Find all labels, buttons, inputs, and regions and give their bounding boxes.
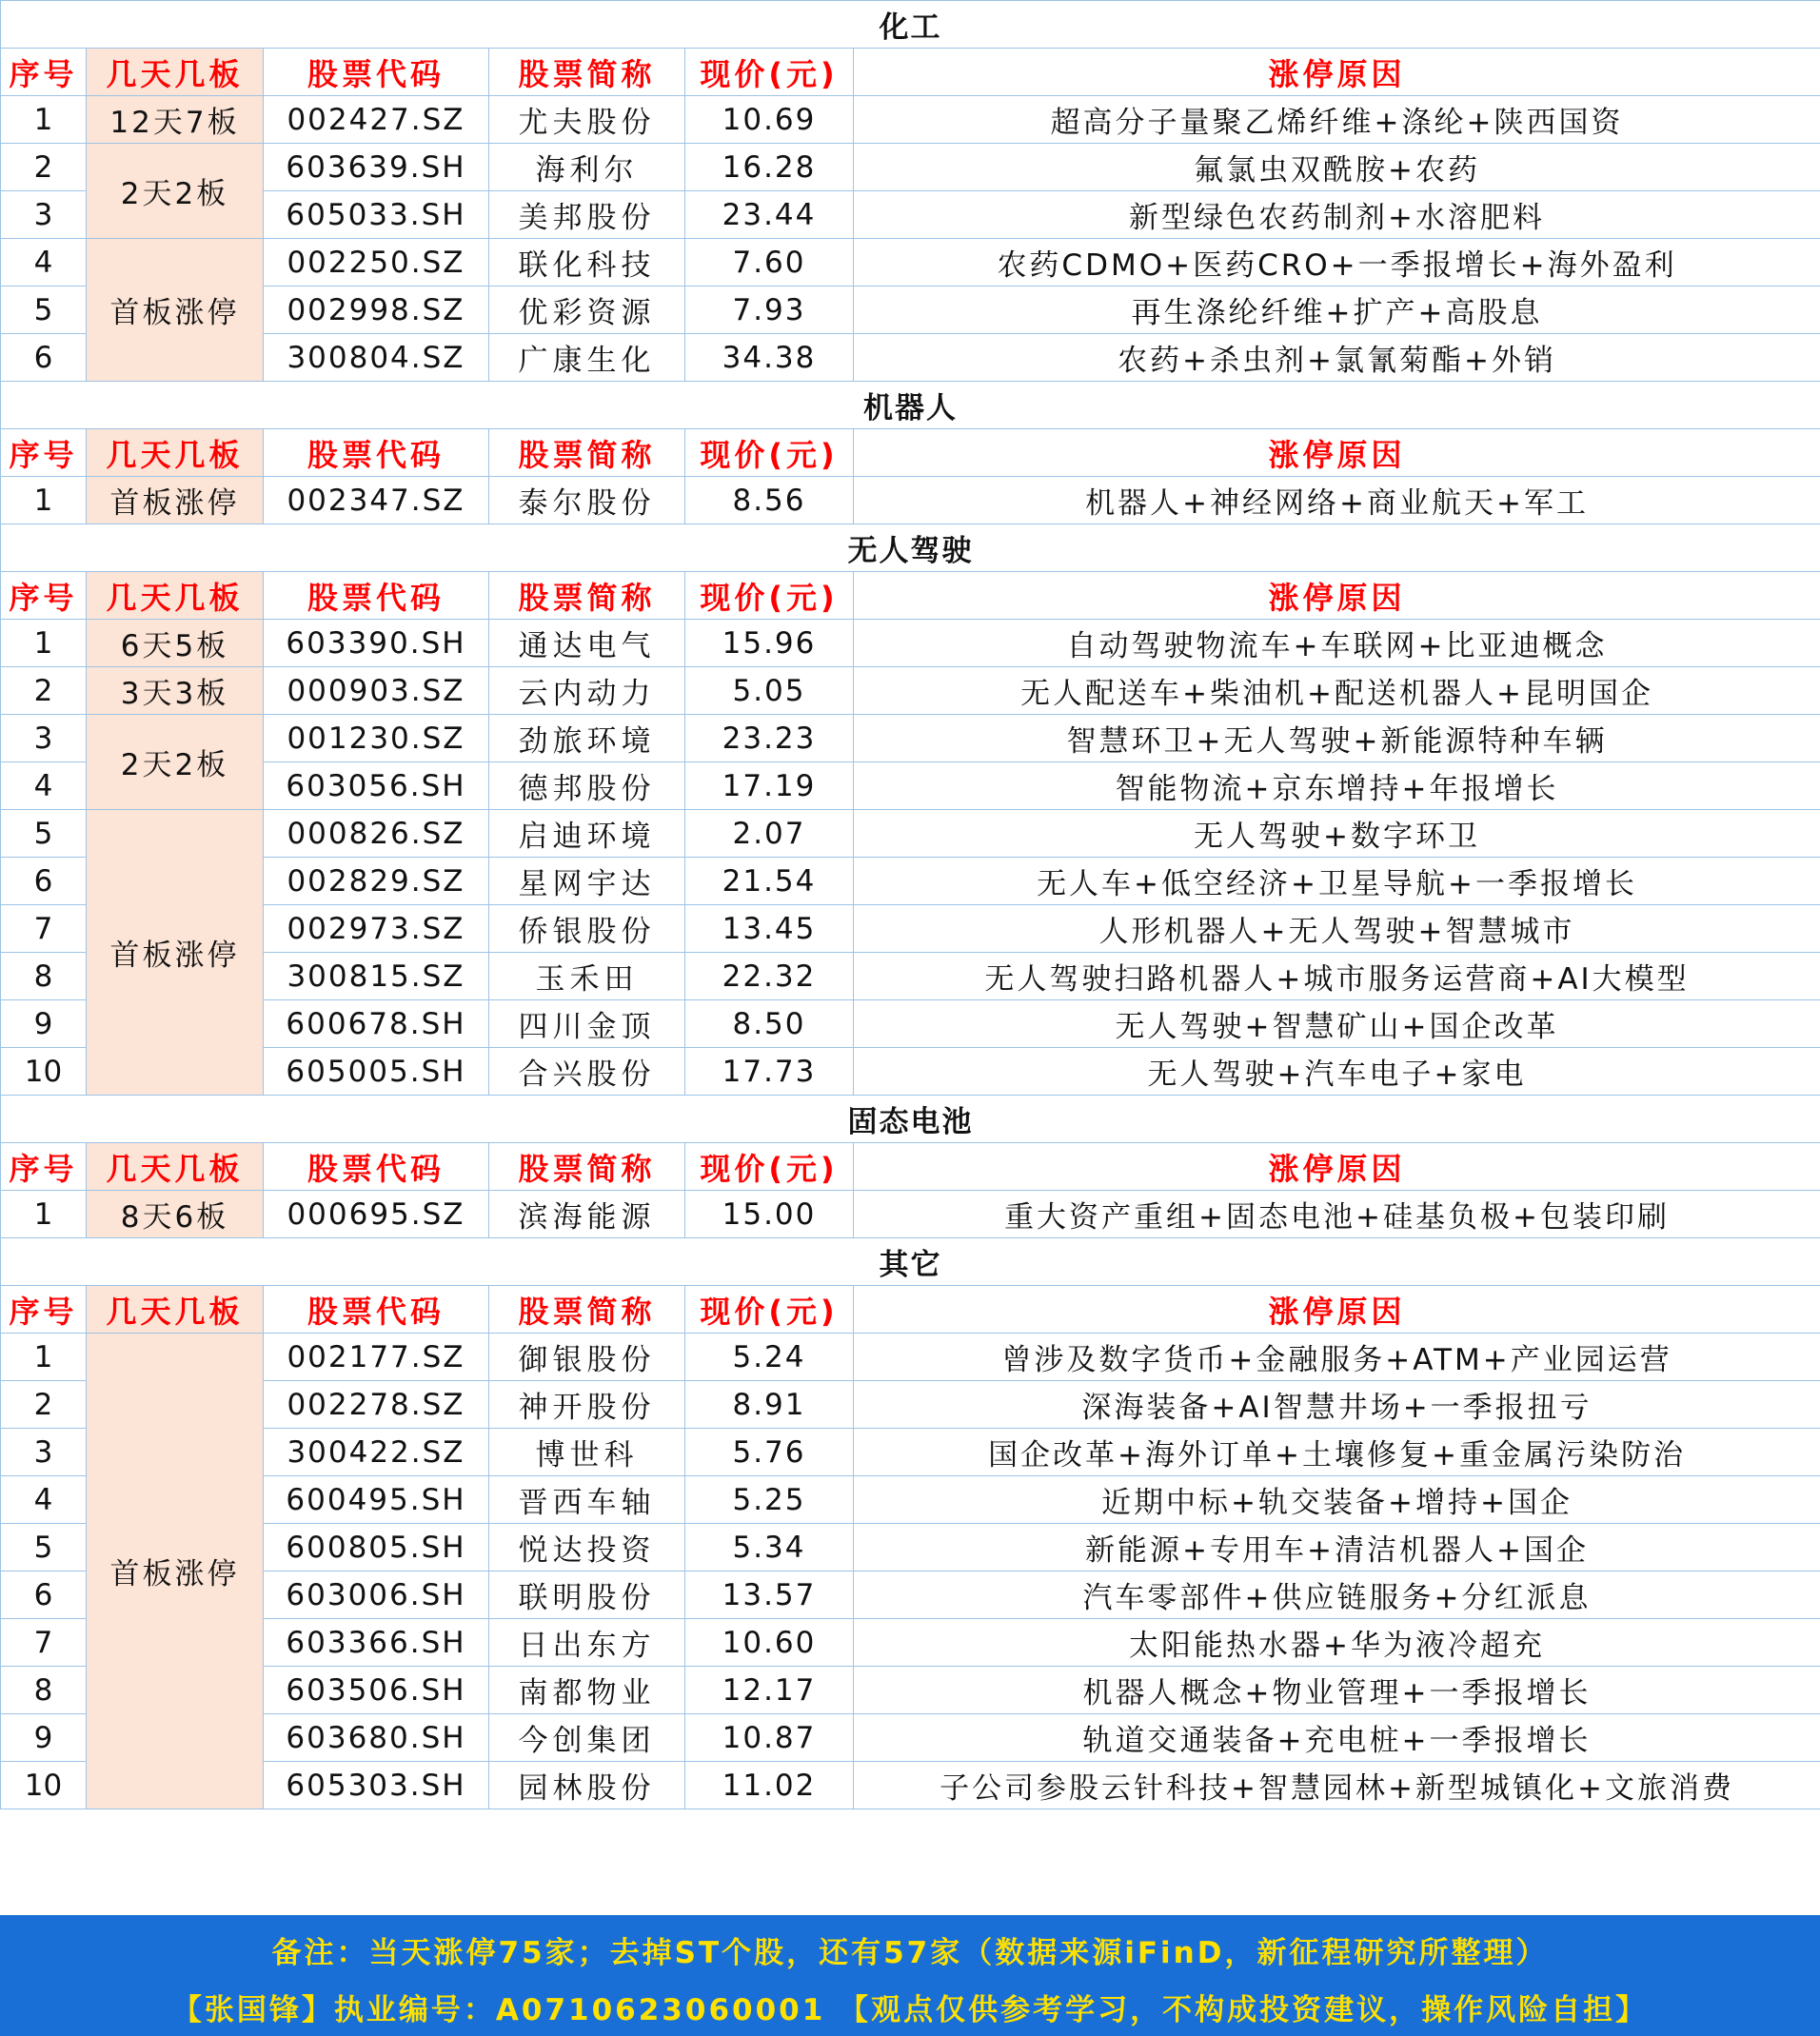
table-row [1, 1191, 1820, 1238]
stock-code: 300422.SZ [264, 1429, 489, 1476]
table-row [1, 1762, 1820, 1809]
table-row [1, 1381, 1820, 1429]
row-index: 1 [1, 620, 87, 667]
stock-name: 通达电气 [489, 620, 685, 667]
stock-price: 15.00 [685, 1191, 854, 1238]
limit-up-reason: 农药+杀虫剂+氯氰菊酯+外销 [854, 334, 1820, 382]
table-row [1, 905, 1820, 953]
footer-note: 备注：当天涨停75家；去掉ST个股，还有57家（数据来源iFinD，新征程研究所整理） [271, 1936, 1549, 1970]
row-index: 1 [1, 1191, 87, 1238]
stock-code: 600805.SH [264, 1524, 489, 1571]
row-index: 4 [1, 239, 87, 287]
stock-code: 002427.SZ [264, 96, 489, 144]
stock-price: 23.44 [685, 191, 854, 239]
row-index: 1 [1, 1334, 87, 1381]
stock-name: 御银股份 [489, 1334, 685, 1381]
stock-name: 启迪环境 [489, 810, 685, 858]
stock-code: 603006.SH [264, 1571, 489, 1619]
header-price: 现价(元) [685, 1143, 854, 1191]
limit-up-reason: 太阳能热水器+华为液冷超充 [854, 1619, 1820, 1667]
row-index: 3 [1, 191, 87, 239]
stock-price: 17.73 [685, 1048, 854, 1096]
section-title: 化工 [1, 1, 1820, 49]
table-row [1, 1667, 1820, 1714]
stock-name: 悦达投资 [489, 1524, 685, 1571]
row-index: 5 [1, 810, 87, 858]
stock-price: 10.69 [685, 96, 854, 144]
stock-price: 34.38 [685, 334, 854, 382]
row-index: 6 [1, 334, 87, 382]
limit-up-reason: 近期中标+轨交装备+增持+国企 [854, 1476, 1820, 1524]
table-row [1, 1476, 1820, 1524]
section-title-row [1, 524, 1820, 572]
stock-price: 12.17 [685, 1667, 854, 1714]
board-count-cell: 首板涨停 [87, 477, 264, 524]
limit-up-reason: 机器人+神经网络+商业航天+军工 [854, 477, 1820, 524]
stock-price: 5.25 [685, 1476, 854, 1524]
stock-name: 博世科 [489, 1429, 685, 1476]
row-index: 3 [1, 715, 87, 762]
footer-disclaimer: 【张国锋】执业编号：A0710623060001 【观点仅供参考学习，不构成投资建议，操作风险自担】 [171, 1993, 1649, 2027]
stock-price: 16.28 [685, 144, 854, 191]
stock-code: 001230.SZ [264, 715, 489, 762]
stock-code: 300804.SZ [264, 334, 489, 382]
header-code: 股票代码 [264, 429, 489, 477]
table-row [1, 858, 1820, 905]
stock-name: 晋西车轴 [489, 1476, 685, 1524]
column-header-row [1, 1286, 1820, 1334]
column-header-row [1, 572, 1820, 620]
table-row [1, 1619, 1820, 1667]
table-row [1, 477, 1820, 524]
section-title: 固态电池 [1, 1096, 1820, 1143]
row-index: 9 [1, 1000, 87, 1048]
stock-code: 002998.SZ [264, 287, 489, 334]
stock-code: 600678.SH [264, 1000, 489, 1048]
header-index: 序号 [1, 572, 87, 620]
table-row [1, 1334, 1820, 1381]
section-title: 其它 [1, 1238, 1820, 1286]
table-row [1, 762, 1820, 810]
header-board: 几天几板 [87, 572, 264, 620]
stock-code: 603680.SH [264, 1714, 489, 1762]
limit-up-reason: 自动驾驶物流车+车联网+比亚迪概念 [854, 620, 1820, 667]
table-row [1, 1571, 1820, 1619]
table-row [1, 953, 1820, 1000]
header-board: 几天几板 [87, 1286, 264, 1334]
row-index: 4 [1, 1476, 87, 1524]
header-code: 股票代码 [264, 1286, 489, 1334]
limit-up-reason: 机器人概念+物业管理+一季报增长 [854, 1667, 1820, 1714]
board-count-cell: 3天3板 [87, 667, 264, 715]
stock-price: 10.87 [685, 1714, 854, 1762]
limit-up-reason: 超高分子量聚乙烯纤维+涤纶+陕西国资 [854, 96, 1820, 144]
stock-price: 13.57 [685, 1571, 854, 1619]
row-index: 4 [1, 762, 87, 810]
header-price: 现价(元) [685, 429, 854, 477]
limit-up-reason: 再生涤纶纤维+扩产+高股息 [854, 287, 1820, 334]
table-row [1, 667, 1820, 715]
row-index: 2 [1, 667, 87, 715]
stock-code: 000903.SZ [264, 667, 489, 715]
stock-price: 7.93 [685, 287, 854, 334]
limit-up-reason: 人形机器人+无人驾驶+智慧城市 [854, 905, 1820, 953]
footer-banner [0, 1915, 1820, 2036]
header-reason: 涨停原因 [854, 49, 1820, 96]
row-index: 5 [1, 287, 87, 334]
stock-price: 7.60 [685, 239, 854, 287]
stock-name: 联明股份 [489, 1571, 685, 1619]
row-index: 6 [1, 858, 87, 905]
table-row [1, 239, 1820, 287]
section-title: 无人驾驶 [1, 524, 1820, 572]
stock-code: 000826.SZ [264, 810, 489, 858]
limit-up-reason: 汽车零部件+供应链服务+分红派息 [854, 1571, 1820, 1619]
stock-price: 5.76 [685, 1429, 854, 1476]
table-row [1, 144, 1820, 191]
row-index: 5 [1, 1524, 87, 1571]
stock-name: 玉禾田 [489, 953, 685, 1000]
stock-price: 15.96 [685, 620, 854, 667]
stock-price: 5.34 [685, 1524, 854, 1571]
stock-price: 10.60 [685, 1619, 854, 1667]
table-row [1, 191, 1820, 239]
header-price: 现价(元) [685, 49, 854, 96]
row-index: 8 [1, 1667, 87, 1714]
stock-name: 四川金顶 [489, 1000, 685, 1048]
limit-up-reason: 新型绿色农药制剂+水溶肥料 [854, 191, 1820, 239]
limit-up-reason: 重大资产重组+固态电池+硅基负极+包装印刷 [854, 1191, 1820, 1238]
header-reason: 涨停原因 [854, 429, 1820, 477]
limit-up-reason: 曾涉及数字货币+金融服务+ATM+产业园运营 [854, 1334, 1820, 1381]
header-board: 几天几板 [87, 49, 264, 96]
table-row [1, 1048, 1820, 1096]
section-title-row [1, 382, 1820, 429]
stock-name: 滨海能源 [489, 1191, 685, 1238]
stock-name: 今创集团 [489, 1714, 685, 1762]
header-index: 序号 [1, 49, 87, 96]
header-board: 几天几板 [87, 1143, 264, 1191]
row-index: 10 [1, 1762, 87, 1809]
header-code: 股票代码 [264, 49, 489, 96]
table-row [1, 1429, 1820, 1476]
limit-up-reason: 无人驾驶扫路机器人+城市服务运营商+AI大模型 [854, 953, 1820, 1000]
row-index: 2 [1, 144, 87, 191]
row-index: 1 [1, 96, 87, 144]
board-count-cell: 8天6板 [87, 1191, 264, 1238]
stock-price: 13.45 [685, 905, 854, 953]
board-count-cell: 2天2板 [87, 144, 264, 239]
limit-up-reason: 智慧环卫+无人驾驶+新能源特种车辆 [854, 715, 1820, 762]
stock-code: 603366.SH [264, 1619, 489, 1667]
stock-code: 605303.SH [264, 1762, 489, 1809]
stock-code: 300815.SZ [264, 953, 489, 1000]
column-header-row [1, 49, 1820, 96]
stock-name: 联化科技 [489, 239, 685, 287]
limit-up-reason: 无人配送车+柴油机+配送机器人+昆明国企 [854, 667, 1820, 715]
stock-name: 德邦股份 [489, 762, 685, 810]
table-row [1, 96, 1820, 144]
section-title-row [1, 1238, 1820, 1286]
row-index: 6 [1, 1571, 87, 1619]
header-index: 序号 [1, 1286, 87, 1334]
stock-code: 603390.SH [264, 620, 489, 667]
table-row [1, 620, 1820, 667]
column-header-row [1, 1143, 1820, 1191]
board-count-cell: 首板涨停 [87, 810, 264, 1096]
stock-name: 优彩资源 [489, 287, 685, 334]
stock-code: 605033.SH [264, 191, 489, 239]
limit-up-reason: 子公司参股云针科技+智慧园林+新型城镇化+文旅消费 [854, 1762, 1820, 1809]
limit-up-reason: 国企改革+海外订单+土壤修复+重金属污染防治 [854, 1429, 1820, 1476]
board-count-cell: 6天5板 [87, 620, 264, 667]
board-count-cell: 首板涨停 [87, 239, 264, 382]
row-index: 2 [1, 1381, 87, 1429]
header-code: 股票代码 [264, 1143, 489, 1191]
header-reason: 涨停原因 [854, 572, 1820, 620]
stock-code: 603506.SH [264, 1667, 489, 1714]
stock-name: 园林股份 [489, 1762, 685, 1809]
table-row [1, 1714, 1820, 1762]
stock-price: 22.32 [685, 953, 854, 1000]
stock-code: 600495.SH [264, 1476, 489, 1524]
limit-up-reason: 新能源+专用车+清洁机器人+国企 [854, 1524, 1820, 1571]
stock-price: 17.19 [685, 762, 854, 810]
stock-price: 5.24 [685, 1334, 854, 1381]
board-count-cell: 2天2板 [87, 715, 264, 810]
stock-code: 605005.SH [264, 1048, 489, 1096]
stock-price: 8.50 [685, 1000, 854, 1048]
board-count-cell: 12天7板 [87, 96, 264, 144]
stock-code: 603056.SH [264, 762, 489, 810]
section-title-row [1, 1096, 1820, 1143]
limit-up-reason: 无人车+低空经济+卫星导航+一季报增长 [854, 858, 1820, 905]
header-board: 几天几板 [87, 429, 264, 477]
section-title: 机器人 [1, 382, 1820, 429]
table-row [1, 334, 1820, 382]
table-row [1, 715, 1820, 762]
stock-price: 2.07 [685, 810, 854, 858]
stock-name: 南都物业 [489, 1667, 685, 1714]
row-index: 9 [1, 1714, 87, 1762]
table-row [1, 287, 1820, 334]
header-name: 股票简称 [489, 429, 685, 477]
stock-code: 002973.SZ [264, 905, 489, 953]
limit-up-reason: 氟氯虫双酰胺+农药 [854, 144, 1820, 191]
stock-code: 002177.SZ [264, 1334, 489, 1381]
header-name: 股票简称 [489, 1143, 685, 1191]
row-index: 1 [1, 477, 87, 524]
limit-up-reason: 无人驾驶+数字环卫 [854, 810, 1820, 858]
stock-code: 000695.SZ [264, 1191, 489, 1238]
stock-price: 5.05 [685, 667, 854, 715]
stock-code: 002278.SZ [264, 1381, 489, 1429]
limit-up-reason: 智能物流+京东增持+年报增长 [854, 762, 1820, 810]
limit-up-reason: 无人驾驶+智慧矿山+国企改革 [854, 1000, 1820, 1048]
stock-name: 海利尔 [489, 144, 685, 191]
stock-code: 002347.SZ [264, 477, 489, 524]
stock-name: 星网宇达 [489, 858, 685, 905]
limit-up-reason: 轨道交通装备+充电桩+一季报增长 [854, 1714, 1820, 1762]
table-row [1, 1000, 1820, 1048]
header-price: 现价(元) [685, 572, 854, 620]
limit-up-reason: 无人驾驶+汽车电子+家电 [854, 1048, 1820, 1096]
stock-price: 8.56 [685, 477, 854, 524]
row-index: 3 [1, 1429, 87, 1476]
stock-name: 广康生化 [489, 334, 685, 382]
header-name: 股票简称 [489, 1286, 685, 1334]
stock-price: 23.23 [685, 715, 854, 762]
stock-price: 11.02 [685, 1762, 854, 1809]
stock-code: 603639.SH [264, 144, 489, 191]
row-index: 10 [1, 1048, 87, 1096]
stock-code: 002829.SZ [264, 858, 489, 905]
header-reason: 涨停原因 [854, 1143, 1820, 1191]
section-title-row [1, 1, 1820, 49]
row-index: 7 [1, 905, 87, 953]
header-reason: 涨停原因 [854, 1286, 1820, 1334]
header-index: 序号 [1, 429, 87, 477]
column-header-row [1, 429, 1820, 477]
stock-name: 泰尔股份 [489, 477, 685, 524]
header-index: 序号 [1, 1143, 87, 1191]
stock-name: 劲旅环境 [489, 715, 685, 762]
header-code: 股票代码 [264, 572, 489, 620]
stock-code: 002250.SZ [264, 239, 489, 287]
header-price: 现价(元) [685, 1286, 854, 1334]
board-count-cell: 首板涨停 [87, 1334, 264, 1809]
stock-name: 侨银股份 [489, 905, 685, 953]
header-name: 股票简称 [489, 572, 685, 620]
stock-name: 美邦股份 [489, 191, 685, 239]
stock-name: 合兴股份 [489, 1048, 685, 1096]
limit-up-reason: 深海装备+AI智慧井场+一季报扭亏 [854, 1381, 1820, 1429]
row-index: 8 [1, 953, 87, 1000]
table-row [1, 810, 1820, 858]
header-name: 股票简称 [489, 49, 685, 96]
stock-price: 8.91 [685, 1381, 854, 1429]
row-index: 7 [1, 1619, 87, 1667]
table-row [1, 1524, 1820, 1571]
stock-name: 尤夫股份 [489, 96, 685, 144]
stock-name: 云内动力 [489, 667, 685, 715]
stock-name: 神开股份 [489, 1381, 685, 1429]
limit-up-reason: 农药CDMO+医药CRO+一季报增长+海外盈利 [854, 239, 1820, 287]
stock-name: 日出东方 [489, 1619, 685, 1667]
stock-price: 21.54 [685, 858, 854, 905]
